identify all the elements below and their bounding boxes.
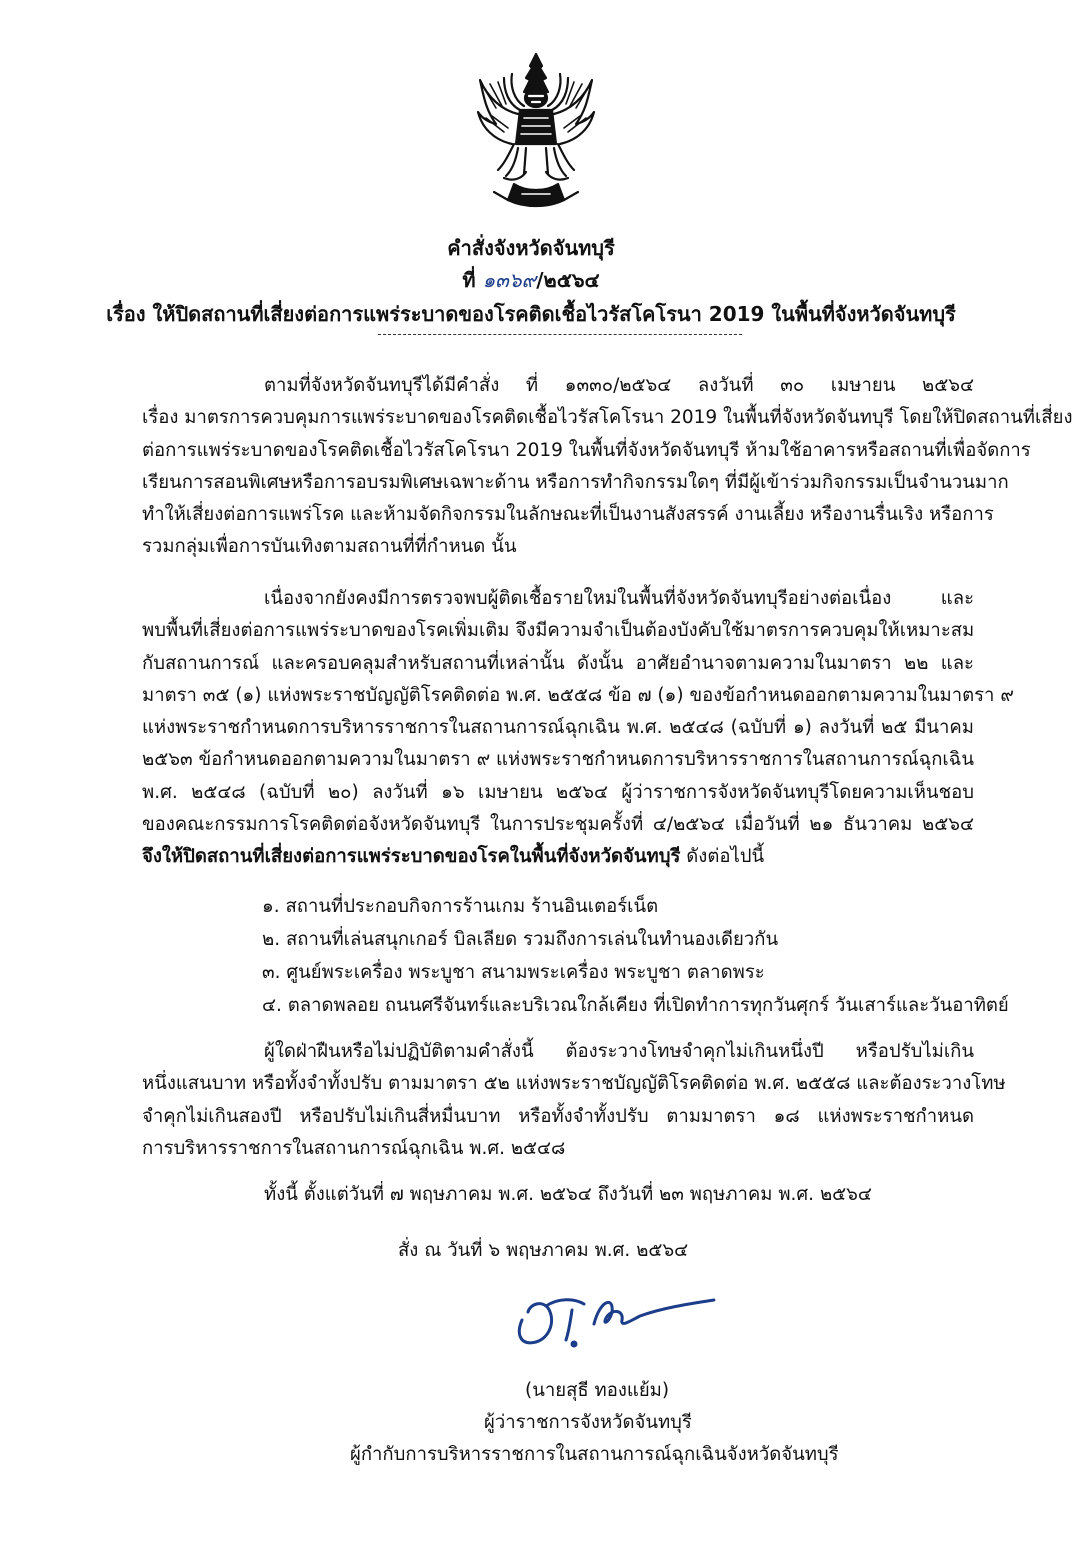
signatory-role: ผู้กำกับการบริหารราชการในสถานการณ์ฉุกเฉินจังหวัดจันทบุรี: [350, 1444, 839, 1465]
order-title: คำสั่งจังหวัดจันทบุรี: [447, 236, 615, 260]
title-divider: [378, 334, 742, 335]
paragraph-line: จำคุกไม่เกินสองปี หรือปรับไม่เกินสี่หมื่นบาท หรือทั้งจำทั้งปรับ ตามมาตรา ๑๘ แห่งพระราชกำหนด: [142, 1105, 974, 1127]
signatory-position: ผู้ว่าราชการจังหวัดจันทบุรี: [484, 1412, 692, 1433]
paragraph-line: เรียนการสอนพิเศษหรือการอบรมพิเศษเฉพาะด้าน หรือการทำกิจกรรมใดๆ ที่มีผู้เข้าร่วมกิจกรรมเป็นจำนวนมาก: [142, 471, 1009, 493]
list-item: ๒. สถานที่เล่นสนุกเกอร์ บิลเลียด รวมถึงการเล่นในทำนองเดียวกัน: [262, 929, 779, 950]
paragraph-line: เนื่องจากยังคงมีการตรวจพบผู้ติดเชื้อรายใหม่ในพื้นที่จังหวัดจันทบุรีอย่างต่อเนื่อง และ: [264, 588, 974, 609]
order-number-suffix: /๒๕๖๔: [536, 268, 600, 292]
order-number-handwritten: ๑๓๖๙: [482, 268, 537, 292]
order-line-rest: ดังต่อไปนี้: [680, 846, 765, 868]
paragraph-line: การบริหารราชการในสถานการณ์ฉุกเฉิน พ.ศ. ๒๕๔๘: [142, 1137, 566, 1159]
paragraph-reason: [142, 583, 1014, 874]
ordered-date: สั่ง ณ วันที่ ๖ พฤษภาคม พ.ศ. ๒๕๖๔: [398, 1240, 689, 1261]
list-item: ๓. ศูนย์พระเครื่อง พระบูชา สนามพระเครื่อง พระบูชา ตลาดพระ: [262, 962, 765, 983]
paragraph-penalty: [142, 1036, 1006, 1165]
effective-period: ทั้งนี้ ตั้งแต่วันที่ ๗ พฤษภาคม พ.ศ. ๒๕๖๔ ถึงวันที่ ๒๓ พฤษภาคม พ.ศ. ๒๕๖๔: [264, 1184, 872, 1205]
paragraph-line: ตามที่จังหวัดจันทบุรีได้มีคำสั่ง ที่ ๑๓๓๐/๒๕๖๔ ลงวันที่ ๓๐ เมษายน ๒๕๖๔: [264, 375, 974, 396]
paragraph-line: หนึ่งแสนบาท หรือทั้งจำทั้งปรับ ตามมาตรา ๕๒ แห่งพระราชบัญญัติโรคติดต่อ พ.ศ. ๒๕๕๘ และต้องระวางโทษ: [142, 1073, 1006, 1095]
order-number: [0, 264, 1062, 296]
paragraph-line: ของคณะกรรมการโรคติดต่อจังหวัดจันทบุรี ในการประชุมครั้งที่ ๔/๒๕๖๔ เมื่อวันที่ ๒๑ ธันวาคม ๒๕๖๔: [142, 814, 974, 836]
paragraph-line: ๒๕๖๓ ข้อกำหนดออกตามความในมาตรา ๙ แห่งพระราชกำหนดการบริหารราชการในสถานการณ์ฉุกเฉิน: [142, 749, 974, 771]
paragraph-line: ผู้ใดฝ่าฝืนหรือไม่ปฏิบัติตามคำสั่งนี้ ต้องระวางโทษจำคุกไม่เกินหนึ่งปี หรือปรับไม่เกิน: [264, 1041, 974, 1062]
paragraph-line: รวมกลุ่มเพื่อการบันเทิงตามสถานที่ที่กำหนด นั้น: [142, 536, 517, 558]
list-item: ๑. สถานที่ประกอบกิจการร้านเกม ร้านอินเตอร์เน็ต: [262, 896, 659, 917]
order-number-prefix: ที่: [462, 268, 483, 292]
order-line: [142, 841, 974, 873]
paragraph-line: เรื่อง มาตรการควบคุมการแพร่ระบาดของโรคติดเชื้อไวรัสโคโรนา 2019 ในพื้นที่จังหวัดจันทบุรี โดยให้ปิดสถานที่เสี่ยง: [142, 407, 1072, 429]
list-item: ๔. ตลาดพลอย ถนนศรีจันทร์และบริเวณใกล้เคียง ที่เปิดทำการทุกวันศุกร์ วันเสาร์และวันอาทิตย์: [262, 995, 1009, 1016]
order-line-bold: จึงให้ปิดสถานที่เสี่ยงต่อการแพร่ระบาดของโรคในพื้นที่จังหวัดจันทบุรี: [142, 846, 681, 868]
paragraph-line: พบพื้นที่เสี่ยงต่อการแพร่ระบาดของโรคเพิ่มเติม จึงมีความจำเป็นต้องบังคับใช้มาตรการควบคุมให้เหมาะสม: [142, 620, 975, 642]
paragraph-line: แห่งพระราชกำหนดการบริหารราชการในสถานการณ์ฉุกเฉิน พ.ศ. ๒๕๔๘ (ฉบับที่ ๑) ลงวันที่ ๒๕ มีนาคม: [142, 717, 974, 739]
paragraph-line: ทำให้เสี่ยงต่อการแพร่โรค และห้ามจัดกิจกรรมในลักษณะที่เป็นงานสังสรรค์ งานเลี้ยง หรืองานรื่นเริง หรือการ: [142, 504, 994, 526]
signatory-name: (นายสุธี ทองแย้ม): [525, 1380, 670, 1401]
paragraph-background: [142, 370, 1072, 564]
garuda-emblem-icon: [474, 52, 598, 212]
order-subject: เรื่อง ให้ปิดสถานที่เสี่ยงต่อการแพร่ระบาดของโรคติดเชื้อไวรัสโคโรนา 2019 ในพื้นที่จังหวัดจันทบุรี: [106, 302, 956, 326]
paragraph-line: มาตรา ๓๕ (๑) แห่งพระราชบัญญัติโรคติดต่อ พ.ศ. ๒๕๕๘ ข้อ ๗ (๑) ของข้อกำหนดออกตามความในมาตรา ๙: [142, 684, 1014, 706]
handwritten-signature-icon: [512, 1290, 722, 1358]
paragraph-line: พ.ศ. ๒๕๔๘ (ฉบับที่ ๒๐) ลงวันที่ ๑๖ เมษายน ๒๕๖๔ ผู้ว่าราชการจังหวัดจันทบุรีโดยความเห็นชอบ: [142, 781, 974, 803]
paragraph-line: กับสถานการณ์ และครอบคลุมสำหรับสถานที่เหล่านั้น ดังนั้น อาศัยอำนาจตามความในมาตรา ๒๒ และ: [142, 652, 974, 674]
paragraph-line: ต่อการแพร่ระบาดของโรคติดเชื้อไวรัสโคโรนา 2019 ในพื้นที่จังหวัดจันทบุรี ห้ามใช้อาคารหรือสถานที่เพื่อจัดการ: [142, 439, 1031, 461]
